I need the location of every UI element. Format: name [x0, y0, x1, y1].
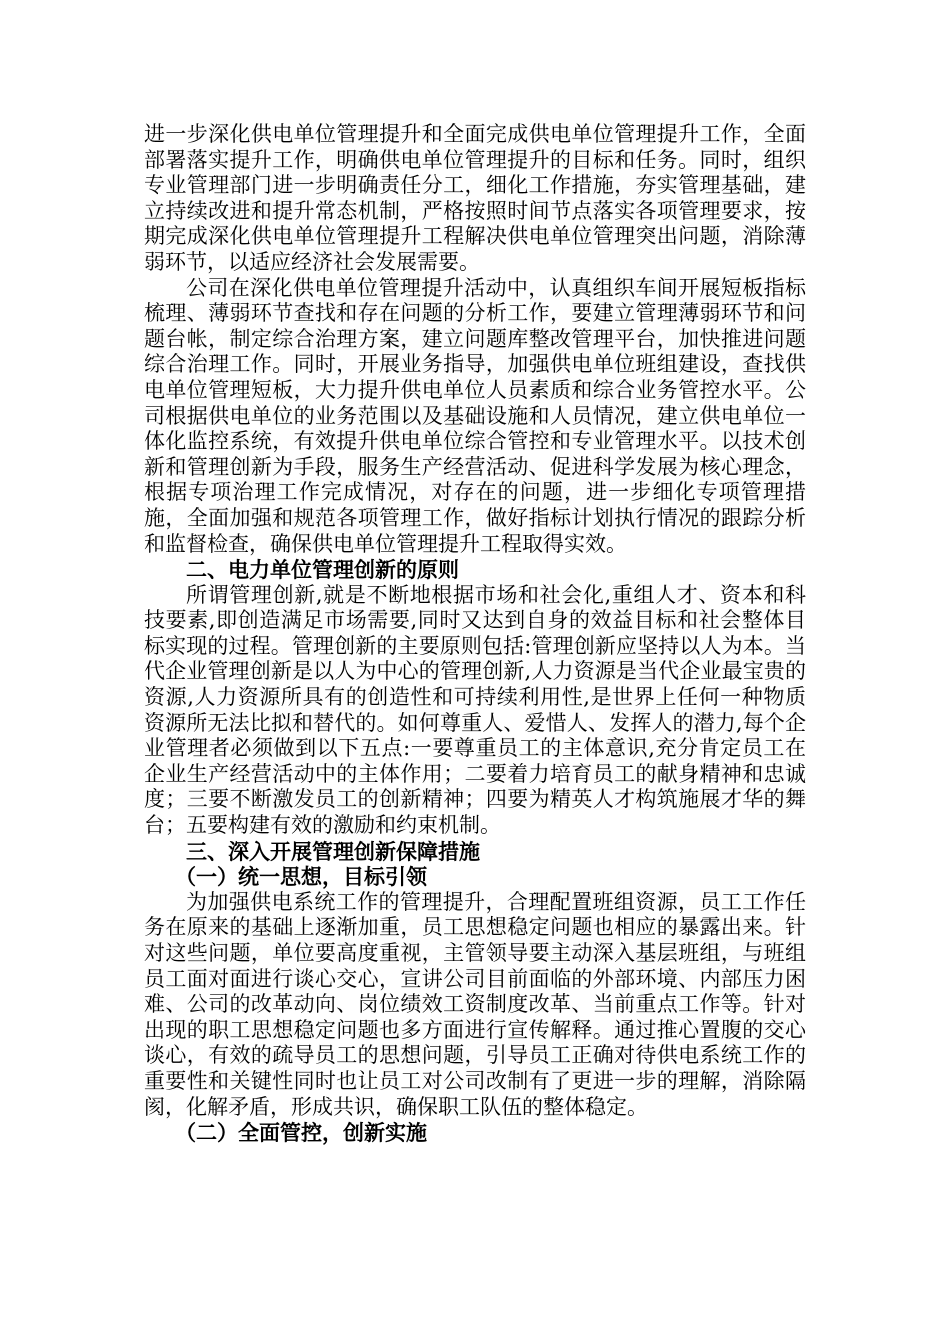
body-paragraph-3: 所谓管理创新,就是不断地根据市场和社会化,重组人才、资本和科技要素,即创造满足市场需要,同时又达到自身的效益目标和社会整体目标实现的过程。管理创新的主要原则包括:管理创新应坚持以人为本。当代企业管理创新是以人为中心的管理创新,人力资源是当代企业最宝贵的资源,人力资源所具有的创造性和可持续利用性,是世界上任何一种物质资源所无法比拟和替代的。如何尊重人、爱惜人、发挥人的潜力,每个企业管理者必须做到以下五点:一要尊重员工的主体意识,充分肯定员工在企业生产经营活动中的主体作用；二要着力培育员工的献身精神和忠诚度；三要不断激发员工的创新精神；四要为精英人才构筑施展才华的舞台；五要构建有效的激励和约束机制。: [144, 582, 806, 838]
document-page: [144, 122, 806, 1146]
body-paragraph-4: 为加强供电系统工作的管理提升，合理配置班组资源，员工工作任务在原来的基础上逐渐加重，员工思想稳定问题也相应的暴露出来。针对这些问题，单位要高度重视，主管领导要主动深入基层班组，与班组员工面对面进行谈心交心，宣讲公司目前面临的外部环境、内部压力困难、公司的改革动向、岗位绩效工资制度改革、当前重点工作等。针对出现的职工思想稳定问题也多方面进行宣传解释。通过推心置腹的交心谈心，有效的疏导员工的思想问题，引导员工正确对待供电系统工作的重要性和关键性同时也让员工对公司改制有了更进一步的理解，消除隔阂，化解矛盾，形成共识，确保职工队伍的整体稳定。: [144, 889, 806, 1119]
section-heading-2: 二、电力单位管理创新的原则: [186, 557, 459, 583]
section-heading-3: 三、深入开展管理创新保障措施: [186, 838, 480, 864]
body-paragraph-2: 公司在深化供电单位管理提升活动中，认真组织车间开展短板指标梳理、薄弱环节查找和存在问题的分析工作，要建立管理薄弱环节和问题台帐，制定综合治理方案，建立问题库整改管理平台，加快推进问题综合治理工作。同时，开展业务指导，加强供电单位班组建设，查找供电单位管理短板，大力提升供电单位人员素质和综合业务管控水平。公司根据供电单位的业务范围以及基础设施和人员情况，建立供电单位一体化监控系统，有效提升供电单位综合管控和专业管理水平。以技术创新和管理创新为手段，服务生产经营活动、促进科学发展为核心理念，根据专项治理工作完成情况，对存在的问题，进一步细化专项管理措施，全面加强和规范各项管理工作，做好指标计划执行情况的跟踪分析和监督检查，确保供电单位管理提升工程取得实效。: [144, 275, 806, 556]
body-paragraph-1: 进一步深化供电单位管理提升和全面完成供电单位管理提升工作，全面部署落实提升工作，明确供电单位管理提升的目标和任务。同时，组织专业管理部门进一步明确责任分工，细化工作措施，夯实管理基础，建立持续改进和提升常态机制，严格按照时间节点落实各项管理要求，按期完成深化供电单位管理提升工程解决供电单位管理突出问题，消除薄弱环节，以适应经济社会发展需要。: [144, 122, 806, 274]
subsection-heading-1: （一）统一思想，目标引领: [175, 864, 427, 890]
subsection-heading-2: （二）全面管控，创新实施: [175, 1120, 427, 1146]
